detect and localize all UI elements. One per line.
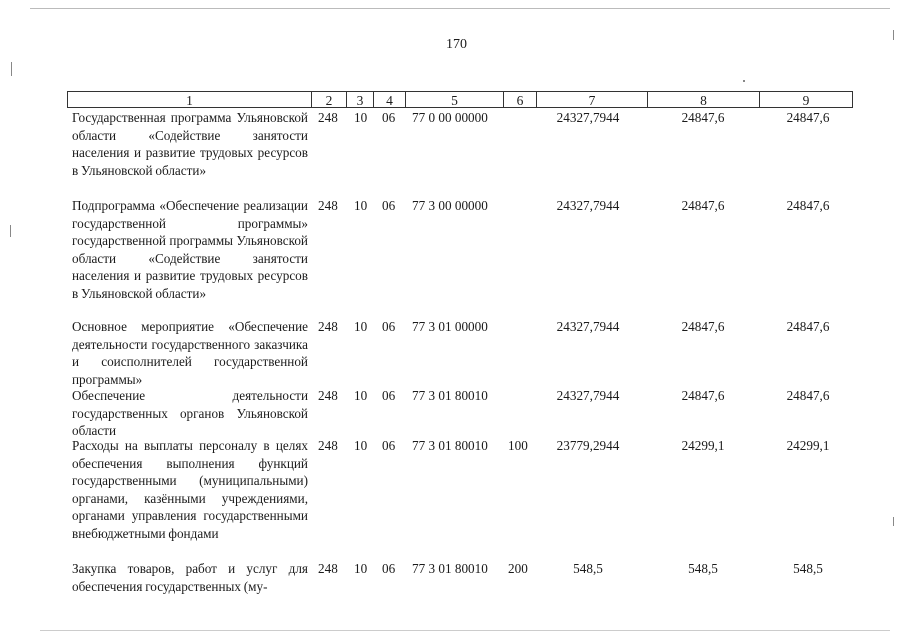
scan-dot: [743, 80, 745, 82]
row-name: Государственная программа Ульяновской области «Содействие занятости населения и развитие трудовых ресурсов в Ульяновской области»: [72, 110, 308, 178]
col-3-value: 10: [354, 110, 368, 125]
scan-bottom-line: [40, 630, 890, 631]
col-3-value: 10: [354, 438, 368, 453]
col-4-value: 06: [382, 561, 396, 576]
table-header-cell: 8: [648, 91, 760, 108]
page-number: 170: [446, 37, 467, 52]
col-9-value: 24299,1: [786, 438, 830, 453]
col-9-value: 24847,6: [786, 198, 830, 213]
table-header-cell: 3: [347, 91, 374, 108]
col-5-value: 77 3 00 00000: [412, 198, 488, 213]
col-7-value: 24327,7944: [556, 110, 620, 125]
table-header-cell: 1: [67, 91, 312, 108]
scan-left-tick: [10, 225, 11, 237]
row-name: Обеспечение деятельности государственных органов Ульяновской области: [72, 388, 308, 439]
col-8-value: 24847,6: [681, 319, 725, 334]
row-name: Закупка товаров, работ и услуг для обеспечения государственных (му-: [72, 561, 308, 594]
col-9-value: 24847,6: [786, 319, 830, 334]
col-7-value: 24327,7944: [556, 198, 620, 213]
col-2-value: 248: [318, 110, 338, 125]
col-6-value: 200: [508, 561, 528, 576]
col-7-value: 24327,7944: [556, 388, 620, 403]
table-header-cell: 7: [537, 91, 648, 108]
col-5-value: 77 3 01 80010: [412, 438, 488, 453]
col-5-value: 77 0 00 00000: [412, 110, 488, 125]
scan-right-tick: [893, 30, 894, 40]
col-8-value: 24847,6: [681, 388, 725, 403]
row-name: Подпрограмма «Обеспечение реализации государственной программы» государственной программы Ульяновской области «Содействие занятости населения и развитие трудовых ресурсов в Ульяновской области»: [72, 198, 308, 301]
col-8-value: 24847,6: [681, 110, 725, 125]
col-8-value: 24299,1: [681, 438, 725, 453]
col-2-value: 248: [318, 319, 338, 334]
table-header-cell: 9: [760, 91, 853, 108]
col-8-value: 24847,6: [681, 198, 725, 213]
col-4-value: 06: [382, 319, 396, 334]
col-2-value: 248: [318, 438, 338, 453]
col-3-value: 10: [354, 561, 368, 576]
col-9-value: 548,5: [793, 561, 823, 576]
col-2-value: 248: [318, 561, 338, 576]
col-3-value: 10: [354, 198, 368, 213]
table-header-cell: 2: [312, 91, 347, 108]
col-3-value: 10: [354, 319, 368, 334]
scan-right-tick: [893, 517, 894, 526]
scan-top-line: [30, 8, 890, 9]
row-name: Основное мероприятие «Обеспечение деятельности государственного заказчика и соисполнителей государственной программы»: [72, 319, 308, 387]
col-4-value: 06: [382, 110, 396, 125]
col-2-value: 248: [318, 198, 338, 213]
col-4-value: 06: [382, 388, 396, 403]
col-9-value: 24847,6: [786, 388, 830, 403]
col-4-value: 06: [382, 438, 396, 453]
table-header-cell: 5: [406, 91, 504, 108]
col-2-value: 248: [318, 388, 338, 403]
col-7-value: 548,5: [573, 561, 603, 576]
table-header-cell: 6: [504, 91, 537, 108]
col-5-value: 77 3 01 00000: [412, 319, 488, 334]
col-7-value: 24327,7944: [556, 319, 620, 334]
col-4-value: 06: [382, 198, 396, 213]
col-5-value: 77 3 01 80010: [412, 561, 488, 576]
col-6-value: 100: [508, 438, 528, 453]
col-3-value: 10: [354, 388, 368, 403]
row-name: Расходы на выплаты персоналу в целях обеспечения выполнения функций государственными (муниципальными) органами, казёнными учреждениями, органами управления государственными внебюджетными фондами: [72, 438, 308, 541]
col-9-value: 24847,6: [786, 110, 830, 125]
col-7-value: 23779,2944: [556, 438, 620, 453]
table-header-cell: 4: [374, 91, 406, 108]
col-8-value: 548,5: [688, 561, 718, 576]
col-5-value: 77 3 01 80010: [412, 388, 488, 403]
scan-left-tick: [11, 62, 12, 76]
